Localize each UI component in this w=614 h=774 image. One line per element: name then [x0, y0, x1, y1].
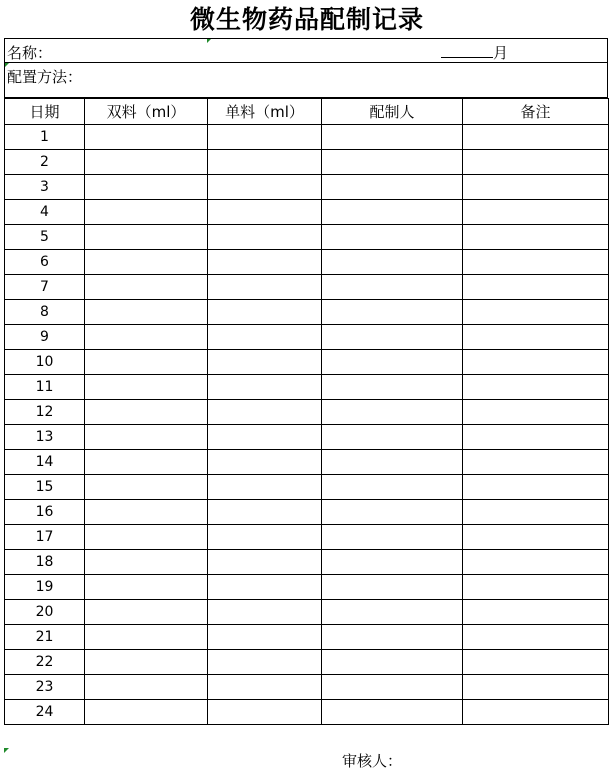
cell-date: 18 — [5, 550, 85, 575]
cell-date: 15 — [5, 475, 85, 500]
cell-preparer[interactable] — [322, 300, 463, 325]
table-row — [5, 425, 609, 450]
cell-remarks[interactable] — [463, 375, 609, 400]
cell-remarks[interactable] — [463, 350, 609, 375]
cell-single[interactable] — [208, 225, 322, 250]
cell-remarks[interactable] — [463, 400, 609, 425]
cell-single[interactable] — [208, 500, 322, 525]
cell-remarks[interactable] — [463, 200, 609, 225]
cell-date: 22 — [5, 650, 85, 675]
table-row — [5, 175, 609, 200]
table-row — [5, 375, 609, 400]
table-row — [5, 500, 609, 525]
cell-date: 17 — [5, 525, 85, 550]
cell-single[interactable] — [208, 525, 322, 550]
cell-single[interactable] — [208, 450, 322, 475]
cell-date: 16 — [5, 500, 85, 525]
cell-remarks[interactable] — [463, 125, 609, 150]
cell-date: 8 — [5, 300, 85, 325]
table-row — [5, 450, 609, 475]
cell-remarks[interactable] — [463, 625, 609, 650]
cell-double[interactable] — [85, 500, 208, 525]
cell-date: 3 — [5, 175, 85, 200]
cell-date: 5 — [5, 225, 85, 250]
cell-single[interactable] — [208, 150, 322, 175]
cell-single[interactable] — [208, 550, 322, 575]
cell-remarks[interactable] — [463, 325, 609, 350]
cell-date: 12 — [5, 400, 85, 425]
cell-remarks[interactable] — [463, 500, 609, 525]
cell-preparer[interactable] — [322, 200, 463, 225]
cell-double[interactable] — [85, 375, 208, 400]
cell-date: 1 — [5, 125, 85, 150]
table-row — [5, 300, 609, 325]
cell-preparer[interactable] — [322, 125, 463, 150]
cell-double[interactable] — [85, 250, 208, 275]
cell-preparer[interactable] — [322, 400, 463, 425]
cell-double[interactable] — [85, 675, 208, 700]
cell-single[interactable] — [208, 350, 322, 375]
table-row — [5, 125, 609, 150]
cell-date: 2 — [5, 150, 85, 175]
cell-preparer[interactable] — [322, 150, 463, 175]
cell-preparer[interactable] — [322, 450, 463, 475]
cell-single[interactable] — [208, 625, 322, 650]
cell-date: 6 — [5, 250, 85, 275]
cell-double[interactable] — [85, 600, 208, 625]
method-row — [4, 63, 608, 98]
table-row — [5, 650, 609, 675]
cell-preparer[interactable] — [322, 325, 463, 350]
cell-preparer[interactable] — [322, 425, 463, 450]
table-row — [5, 525, 609, 550]
table-row — [5, 150, 609, 175]
cell-double[interactable] — [85, 300, 208, 325]
cell-double[interactable] — [85, 700, 208, 725]
cell-remarks[interactable] — [463, 300, 609, 325]
cell-preparer[interactable] — [322, 350, 463, 375]
cell-date: 21 — [5, 625, 85, 650]
month-blank-line[interactable] — [441, 57, 493, 58]
table-row — [5, 250, 609, 275]
cell-double[interactable] — [85, 350, 208, 375]
cell-double[interactable] — [85, 175, 208, 200]
cell-remarks[interactable] — [463, 550, 609, 575]
table-row — [5, 200, 609, 225]
cell-single[interactable] — [208, 200, 322, 225]
cell-double[interactable] — [85, 450, 208, 475]
cell-remarks[interactable] — [463, 275, 609, 300]
table-row — [5, 350, 609, 375]
cell-date: 24 — [5, 700, 85, 725]
cell-double[interactable] — [85, 550, 208, 575]
method-label: 配置方法： — [7, 68, 83, 86]
cell-remarks[interactable] — [463, 225, 609, 250]
cell-date: 9 — [5, 325, 85, 350]
cell-preparer[interactable] — [322, 625, 463, 650]
reviewer-label: 审核人： — [342, 752, 403, 770]
cell-preparer[interactable] — [322, 475, 463, 500]
cell-preparer[interactable] — [322, 275, 463, 300]
cell-single[interactable] — [208, 375, 322, 400]
column-header-double: 双料（ml） — [85, 99, 208, 125]
table-header-row — [5, 99, 609, 125]
record-table — [4, 98, 609, 725]
cell-remarks[interactable] — [463, 250, 609, 275]
cell-double[interactable] — [85, 325, 208, 350]
cell-date: 20 — [5, 600, 85, 625]
cell-single[interactable] — [208, 475, 322, 500]
table-row — [5, 325, 609, 350]
cell-preparer[interactable] — [322, 250, 463, 275]
cell-double[interactable] — [85, 650, 208, 675]
cell-date: 23 — [5, 675, 85, 700]
cell-single[interactable] — [208, 575, 322, 600]
cell-double[interactable] — [85, 275, 208, 300]
cell-preparer[interactable] — [322, 550, 463, 575]
cell-preparer[interactable] — [322, 575, 463, 600]
cell-preparer[interactable] — [322, 525, 463, 550]
cell-double[interactable] — [85, 475, 208, 500]
page-title: 微生物药品配制记录 — [189, 5, 424, 34]
cell-single[interactable] — [208, 700, 322, 725]
column-header-remarks: 备注 — [463, 99, 609, 125]
cell-remarks[interactable] — [463, 675, 609, 700]
table-row — [5, 625, 609, 650]
cell-single[interactable] — [208, 650, 322, 675]
cell-preparer[interactable] — [322, 675, 463, 700]
table-row — [5, 475, 609, 500]
cell-remarks[interactable] — [463, 425, 609, 450]
cell-remarks[interactable] — [463, 150, 609, 175]
cell-single[interactable] — [208, 325, 322, 350]
cell-preparer[interactable] — [322, 175, 463, 200]
column-header-date: 日期 — [5, 99, 85, 125]
cell-double[interactable] — [85, 150, 208, 175]
cell-preparer[interactable] — [322, 225, 463, 250]
table-row — [5, 275, 609, 300]
cell-single[interactable] — [208, 400, 322, 425]
column-header-single: 单料（ml） — [208, 99, 322, 125]
cell-double[interactable] — [85, 225, 208, 250]
cell-remarks[interactable] — [463, 450, 609, 475]
month-label: 月 — [493, 44, 509, 62]
table-row — [5, 600, 609, 625]
cell-double[interactable] — [85, 575, 208, 600]
cell-remarks[interactable] — [463, 175, 609, 200]
cell-date: 19 — [5, 575, 85, 600]
table-row — [5, 225, 609, 250]
cell-remarks[interactable] — [463, 475, 609, 500]
cell-single[interactable] — [208, 675, 322, 700]
table-row — [5, 700, 609, 725]
cell-double[interactable] — [85, 625, 208, 650]
cell-preparer[interactable] — [322, 700, 463, 725]
cell-preparer[interactable] — [322, 375, 463, 400]
cell-double[interactable] — [85, 125, 208, 150]
cell-date: 13 — [5, 425, 85, 450]
cell-preparer[interactable] — [322, 600, 463, 625]
cell-single[interactable] — [208, 600, 322, 625]
cell-double[interactable] — [85, 425, 208, 450]
cell-date: 7 — [5, 275, 85, 300]
cell-double[interactable] — [85, 200, 208, 225]
cell-remarks[interactable] — [463, 650, 609, 675]
cell-preparer[interactable] — [322, 500, 463, 525]
cell-preparer[interactable] — [322, 650, 463, 675]
cell-double[interactable] — [85, 525, 208, 550]
cell-single[interactable] — [208, 275, 322, 300]
cell-remarks[interactable] — [463, 600, 609, 625]
cell-double[interactable] — [85, 400, 208, 425]
cell-single[interactable] — [208, 125, 322, 150]
table-row — [5, 675, 609, 700]
column-header-preparer: 配制人 — [322, 99, 463, 125]
cell-marker — [4, 748, 9, 753]
cell-single[interactable] — [208, 300, 322, 325]
name-label: 名称： — [7, 44, 53, 62]
cell-single[interactable] — [208, 425, 322, 450]
cell-date: 11 — [5, 375, 85, 400]
name-row — [4, 38, 608, 63]
cell-single[interactable] — [208, 175, 322, 200]
table-row — [5, 550, 609, 575]
cell-remarks[interactable] — [463, 575, 609, 600]
cell-single[interactable] — [208, 250, 322, 275]
table-row — [5, 400, 609, 425]
cell-remarks[interactable] — [463, 700, 609, 725]
cell-date: 14 — [5, 450, 85, 475]
table-body — [5, 125, 609, 725]
cell-date: 4 — [5, 200, 85, 225]
cell-remarks[interactable] — [463, 525, 609, 550]
table-row — [5, 575, 609, 600]
cell-date: 10 — [5, 350, 85, 375]
